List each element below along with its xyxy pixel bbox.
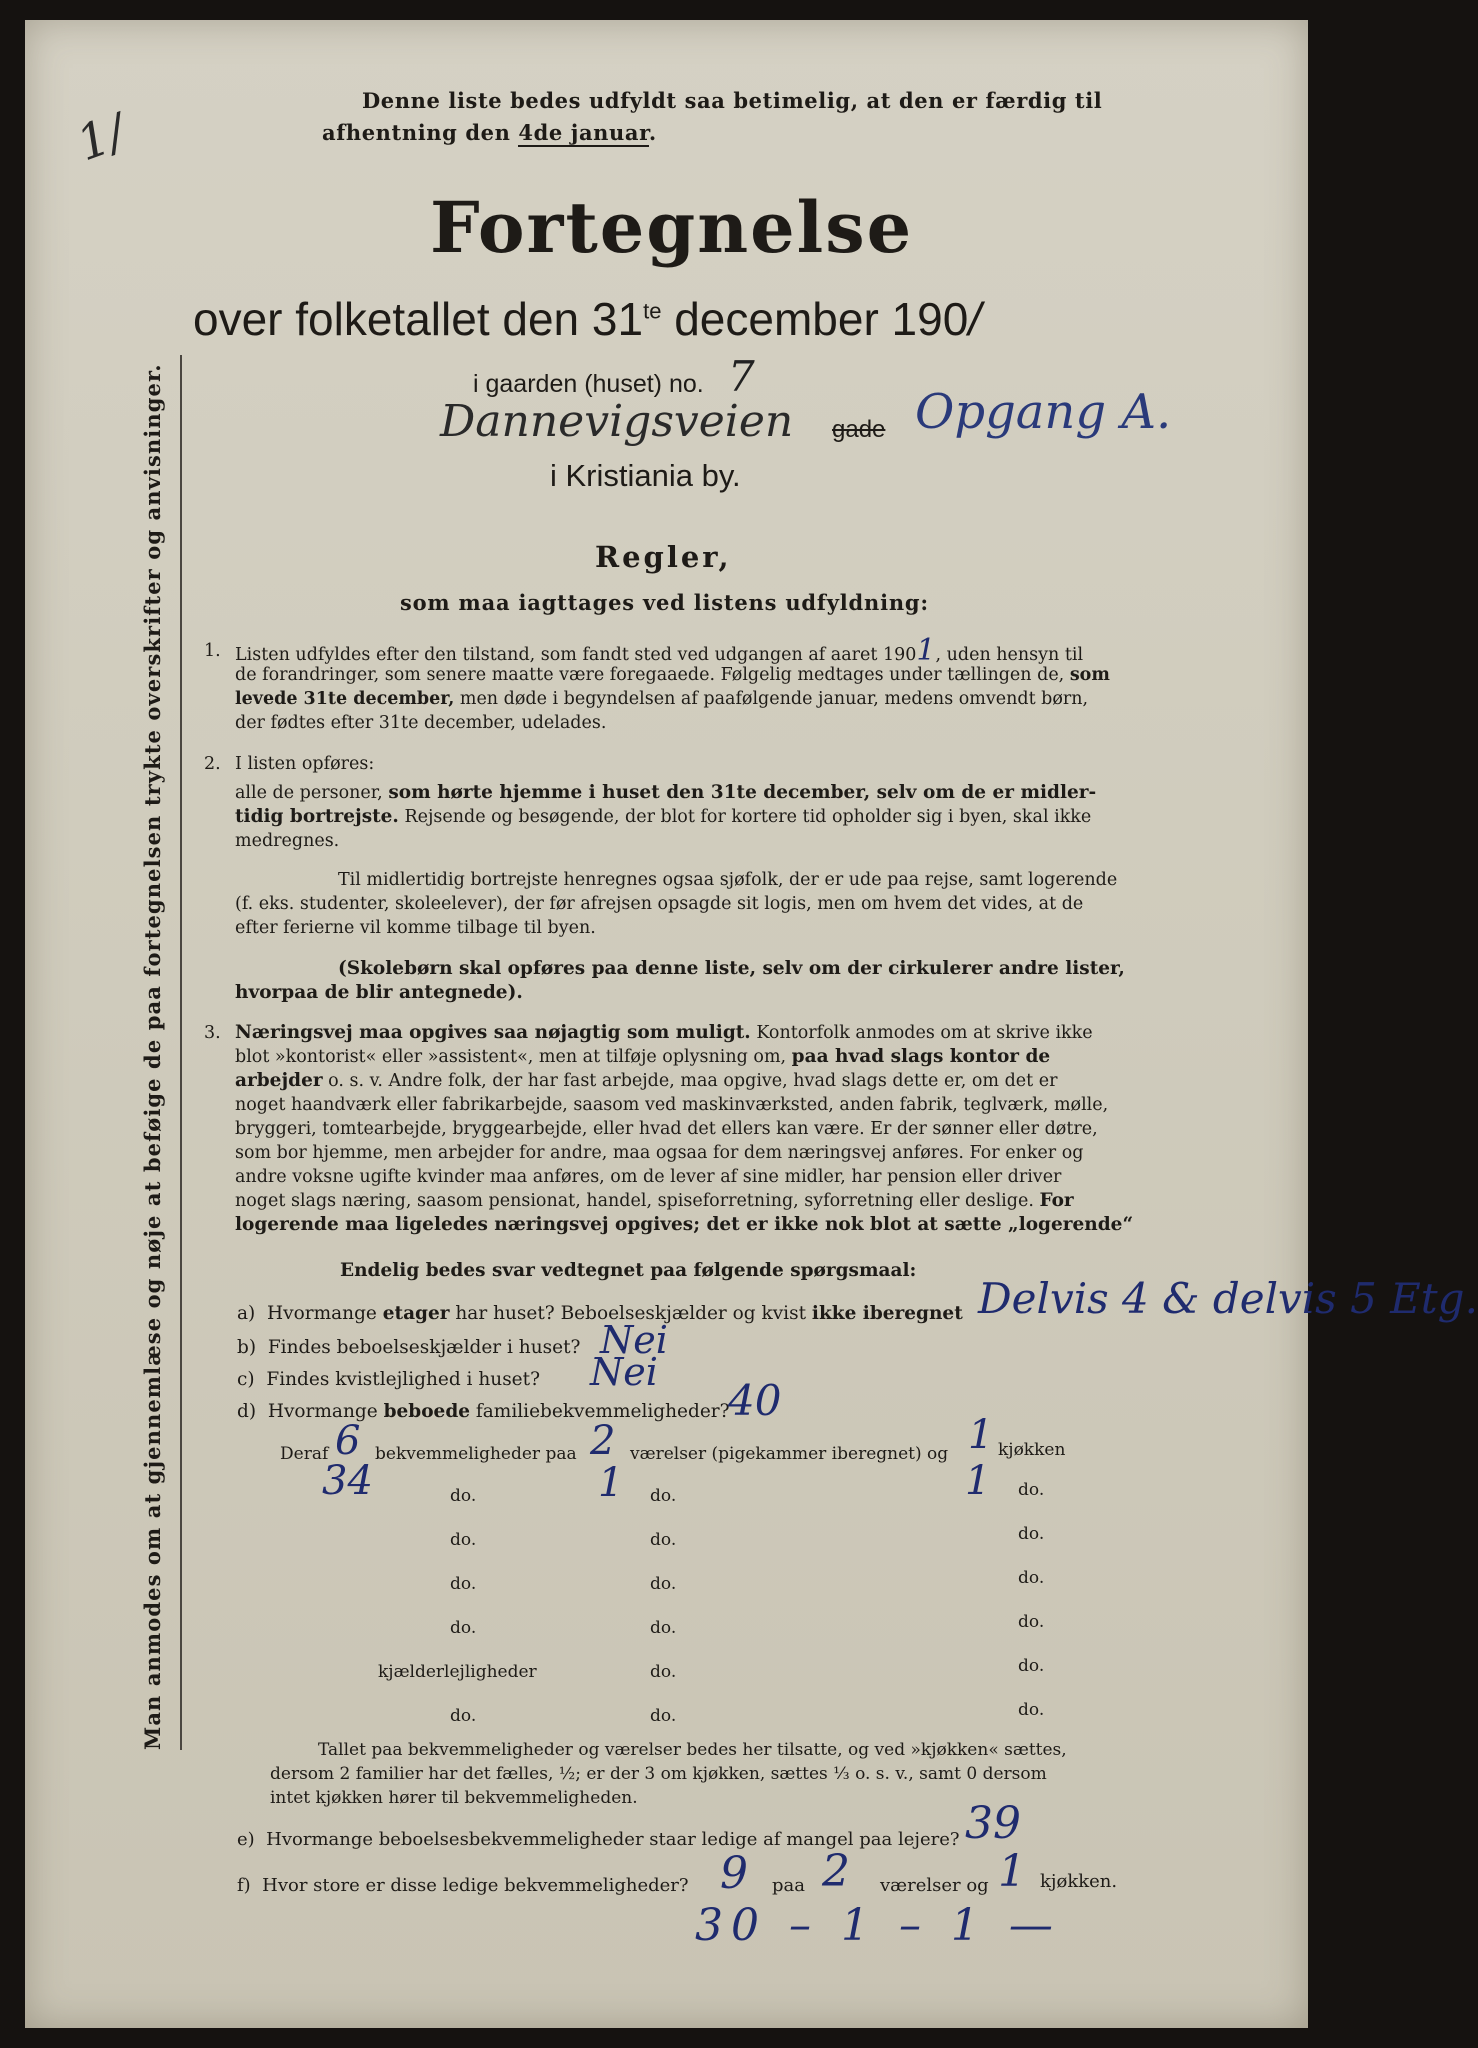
gade-label: gade <box>832 416 886 443</box>
row5-do-3: do. <box>1018 1612 1045 1632</box>
row7-do-2: do. <box>650 1706 677 1726</box>
rule-3-line-2: blot »kontorist« eller »assistent«, men at tilføje oplysning om, paa hvad slags kontor de <box>235 1046 1051 1067</box>
page-title: Fortegnelse <box>430 186 914 269</box>
rule-2-line-1: I listen opføres: <box>235 754 375 774</box>
table-bekv-label: bekvemmeligheder paa <box>375 1444 577 1464</box>
rule-3-number: 3. <box>204 1023 221 1043</box>
f-vaerelser-label: værelser og <box>880 1875 989 1896</box>
rule-1-line-4: der fødtes efter 31te december, udelades. <box>235 713 607 733</box>
rule-1-line-2: de forandringer, som senere maatte være foregaaede. Følgelig medtages under tællingen de, som <box>235 665 1110 685</box>
rule-1-number: 1. <box>204 641 221 661</box>
row2-kitchens: 1 <box>965 1458 991 1504</box>
question-c: c) Findes kvistlejlighed i huset? <box>237 1369 540 1390</box>
gaarden-label: i gaarden (huset) no. <box>473 370 704 398</box>
question-e: e) Hvormange beboelsesbekvemmeligheder staar ledige af mangel paa lejere? <box>237 1829 960 1850</box>
rule-2-line-4: medregnes. <box>235 831 340 851</box>
row3-do-3: do. <box>1018 1524 1045 1544</box>
answer-d: 40 <box>728 1376 782 1425</box>
question-d: d) Hvormange beboede familiebekvemmeligheder? <box>237 1401 730 1422</box>
row4-do-3: do. <box>1018 1568 1045 1588</box>
row1-rooms: 2 <box>590 1418 616 1464</box>
row1-kitchens: 1 <box>968 1412 994 1458</box>
rule-2-line-2: alle de personer, som hørte hjemme i huset den 31te december, selv om de er midler- <box>235 782 1097 803</box>
row5-do-2: do. <box>650 1618 677 1638</box>
notice-line-1: Denne liste bedes udfyldt saa betimelig, at den er færdig til <box>362 88 1103 113</box>
row6-kjaelder-label: kjælderlejligheder <box>378 1662 537 1682</box>
footer-note-line-3: intet kjøkken hører til bekvemmeligheden. <box>270 1788 638 1808</box>
answer-f-count: 9 <box>720 1848 748 1899</box>
rule-1-line-3: levede 31te december, men døde i begyndelsen af paafølgende januar, medens omvendt børn, <box>235 689 1089 709</box>
table-vaerelser-label: værelser (pigekammer iberegnet) og <box>630 1444 949 1464</box>
rule-1-line-1: Listen udfyldes efter den tilstand, som fandt sted ved udgangen af aaret 1901, uden hensyn til <box>235 633 1084 668</box>
rules-heading: Regler, <box>595 540 732 574</box>
table-deraf: Deraf <box>280 1444 329 1464</box>
row6-do-2: do. <box>650 1662 677 1682</box>
rule-2-para3-line-1: (Skolebørn skal opføres paa denne liste, selv om der cirkulerer andre lister, <box>338 958 1125 979</box>
side-instruction-text: Man anmodes om at gjennemlæse og nøje at beføige de paa fortegnelsen trykte overskrifter og anvisninger. <box>140 363 165 1750</box>
answer-b: Nei <box>600 1318 668 1362</box>
gaarden-number: 7 <box>728 352 755 401</box>
rule-2-para3-line-2: hvorpaa de blir antegnede). <box>235 982 523 1003</box>
notice-line-2: afhentning den 4de januar. <box>322 120 657 145</box>
table-kjokken-label: kjøkken <box>998 1440 1066 1460</box>
corner-mark: 1/ <box>69 103 133 173</box>
answer-f-line-2: 30 – 1 – 1 — <box>695 1900 1061 1951</box>
rule-2-para2-line-1: Til midlertidig bortrejste henregnes ogsaa sjøfolk, der er ude paa rejse, samt logerende <box>338 870 1118 890</box>
row4-do-1: do. <box>450 1574 477 1594</box>
question-a: a) Hvormange etager har huset? Beboelseskjælder og kvist ikke iberegnet <box>237 1303 963 1324</box>
answer-f-kitchens: 1 <box>998 1846 1026 1897</box>
rule-2-line-3: tidig bortrejste. Rejsende og besøgende, der blot for kortere tid opholder sig i byen, skal ikke <box>235 806 1092 827</box>
footer-note-line-2: dersom 2 familier har det fælles, ½; er der 3 om kjøkken, sættes ⅓ o. s. v., samt 0 dersom <box>270 1764 1047 1784</box>
row2-count: 34 <box>322 1458 373 1504</box>
row2-do-1: do. <box>450 1486 477 1506</box>
rule-3-line-8: noget slags næring, saasom pensionat, handel, spiseforretning, syforretning eller deslige. For <box>235 1190 1074 1211</box>
row7-do-3: do. <box>1018 1700 1045 1720</box>
notice-date: 4de januar <box>518 120 649 145</box>
row3-do-1: do. <box>450 1530 477 1550</box>
row4-do-2: do. <box>650 1574 677 1594</box>
answer-a: Delvis 4 & delvis 5 Etg. <box>978 1274 1478 1323</box>
rule-3-line-6: som bor hjemme, men arbejder for andre, maa ogsaa for dem næringsvej anføres. For enker og <box>235 1143 1084 1163</box>
rule-3-line-5: bryggeri, tomtearbejde, bryggearbejde, eller hvad det ellers kan være. Er der sønner eller døtre, <box>235 1119 1098 1139</box>
questions-intro: Endelig bedes svar vedtegnet paa følgende spørgsmaal: <box>340 1260 917 1281</box>
street-name-handwritten: Dannevigsveien <box>440 396 794 447</box>
row6-do-3: do. <box>1018 1656 1045 1676</box>
row1-count: 6 <box>335 1418 361 1464</box>
rule-2-para2-line-2: (f. eks. studenter, skoleelever), der før afrejsen opsagde sit logis, men om hvem det vides, at de <box>235 894 1084 914</box>
rule-3-line-1: Næringsvej maa opgives saa nøjagtig som muligt. Kontorfolk anmodes om at skrive ikke <box>235 1022 1093 1043</box>
rule-3-line-4: noget haandværk eller fabrikarbejde, saasom ved maskinværksted, anden fabrik, teglværk, mølle, <box>235 1095 1109 1115</box>
question-b: b) Findes beboelseskjælder i huset? <box>237 1337 581 1358</box>
row5-do-1: do. <box>450 1618 477 1638</box>
city-line: i Kristiania by. <box>550 458 741 493</box>
row7-do-1: do. <box>450 1706 477 1726</box>
rule-2-para2-line-3: efter ferierne vil komme tilbage til byen. <box>235 918 596 938</box>
question-f: f) Hvor store er disse ledige bekvemmeligheder? <box>237 1875 689 1896</box>
rules-subheading: som maa iagttages ved listens udfyldning: <box>400 590 929 615</box>
footer-note-line-1: Tallet paa bekvemmeligheder og værelser bedes her tilsatte, og ved »kjøkken« sættes, <box>318 1740 1067 1760</box>
rule-3-line-7: andre voksne ugifte kvinder maa anføres, om de lever af sine midler, har pension eller driver <box>235 1167 1062 1187</box>
subtitle: over folketallet den $31^{te}$ december 190/ <box>193 293 982 345</box>
side-divider <box>180 355 182 1750</box>
opgang-handwritten: Opgang A. <box>915 384 1172 440</box>
f-paa-label: paa <box>772 1875 805 1896</box>
answer-f-rooms: 2 <box>822 1846 850 1897</box>
row3-do-2: do. <box>650 1530 677 1550</box>
f-kjokken-label: kjøkken. <box>1040 1871 1118 1892</box>
row2-do-2: do. <box>650 1486 677 1506</box>
answer-e: 39 <box>965 1798 1021 1849</box>
rule-2-number: 2. <box>204 754 221 774</box>
rule-3-line-3: arbejder o. s. v. Andre folk, der har fast arbejde, maa opgive, hvad slags dette er, om det er <box>235 1070 1058 1091</box>
answer-c: Nei <box>590 1350 658 1394</box>
row2-do-3: do. <box>1018 1480 1045 1500</box>
rule-3-line-9: logerende maa ligeledes næringsvej opgives; det er ikke nok blot at sætte „logerende“ <box>235 1214 1134 1235</box>
row2-rooms: 1 <box>598 1460 624 1506</box>
